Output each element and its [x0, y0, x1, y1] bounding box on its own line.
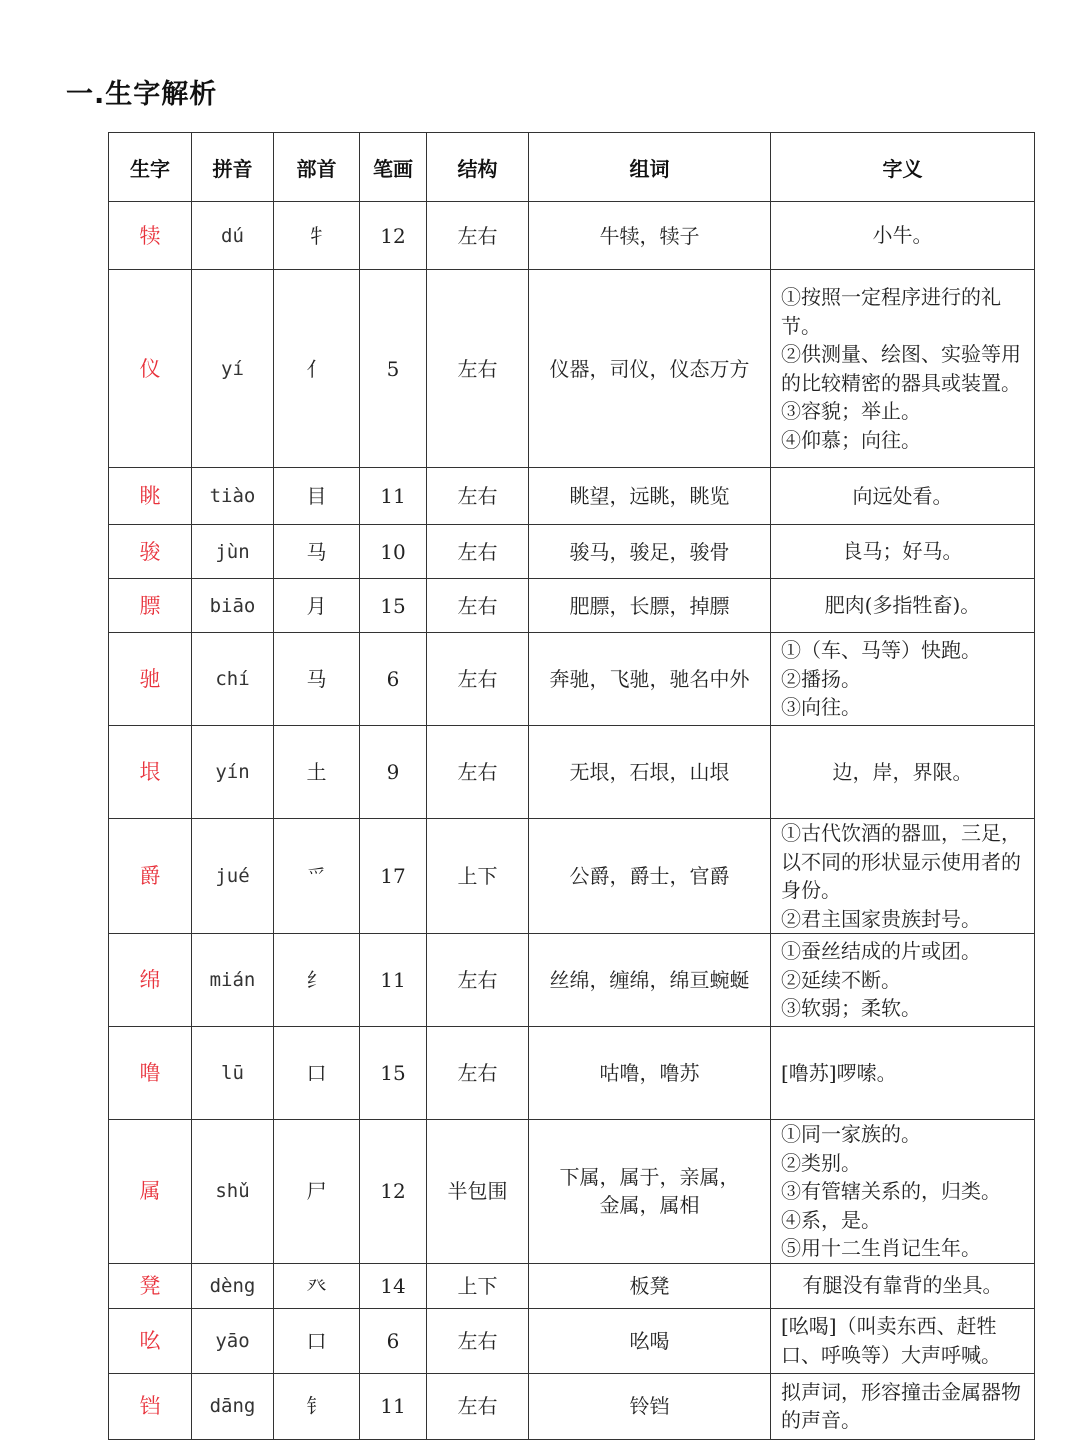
pinyin-cell: jùn — [192, 525, 274, 579]
meaning-line: 良马；好马。 — [842, 539, 963, 564]
strokes-cell: 12 — [360, 202, 427, 270]
char-cell: 驰 — [109, 633, 192, 726]
strokes-cell: 5 — [360, 270, 427, 468]
meaning-cell — [771, 1308, 1035, 1373]
pinyin-cell: yāo — [192, 1308, 274, 1373]
words-cell — [529, 1263, 771, 1308]
table-row — [109, 270, 1035, 468]
word-line: 金属，属相 — [599, 1193, 700, 1218]
table-row — [109, 726, 1035, 819]
table-row — [109, 1027, 1035, 1120]
table-row — [109, 579, 1035, 633]
word-line: 吆喝 — [629, 1328, 670, 1353]
radical-cell: 土 — [274, 726, 360, 819]
structure-cell: 上下 — [427, 819, 529, 934]
radical-cell: 月 — [274, 579, 360, 633]
meaning-line: ①（车、马等）快跑。 — [781, 638, 981, 663]
table-row — [109, 819, 1035, 934]
header-char: 生字 — [109, 133, 192, 202]
table-row — [109, 202, 1035, 270]
word-line: 无垠，石垠，山垠 — [569, 760, 730, 784]
table-row — [109, 525, 1035, 579]
strokes-cell: 11 — [360, 1373, 427, 1439]
words-cell — [529, 1120, 771, 1264]
strokes-cell: 15 — [360, 579, 427, 633]
meaning-line: ①同一家族的。 — [781, 1122, 921, 1146]
word-line: 板凳 — [629, 1273, 670, 1298]
word-line: 铃铛 — [629, 1394, 670, 1418]
structure-cell: 左右 — [427, 468, 529, 525]
strokes-cell: 12 — [360, 1120, 427, 1264]
radical-cell: 钅 — [274, 1373, 360, 1439]
meaning-cell — [771, 1027, 1035, 1120]
meaning-line: ③向往。 — [781, 695, 861, 720]
char-cell: 膘 — [109, 579, 192, 633]
meaning-line: ④系，是。 — [781, 1207, 881, 1232]
strokes-cell: 6 — [360, 1308, 427, 1373]
meaning-line: ③有管辖关系的，归类。 — [781, 1179, 1001, 1203]
meaning-line: ③容貌；举止。 — [781, 399, 921, 423]
radical-cell: 马 — [274, 633, 360, 726]
words-cell — [529, 726, 771, 819]
pinyin-cell: yín — [192, 726, 274, 819]
words-cell — [529, 468, 771, 525]
pinyin-cell: shǔ — [192, 1120, 274, 1264]
meaning-cell — [771, 202, 1035, 270]
meaning-line: 有腿没有靠背的坐具。 — [802, 1273, 1003, 1298]
word-line: 牛犊，犊子 — [599, 223, 700, 248]
structure-cell: 左右 — [427, 525, 529, 579]
structure-cell: 左右 — [427, 1027, 529, 1120]
char-cell: 属 — [109, 1120, 192, 1264]
meaning-line: [吆喝]（叫卖东西、赶牲口、呼唤等）大声呼喊。 — [781, 1314, 1001, 1367]
meaning-cell — [771, 1120, 1035, 1264]
char-cell: 垠 — [109, 726, 192, 819]
meaning-line: 拟声词，形容撞击金属器物的声音。 — [781, 1379, 1021, 1432]
structure-cell: 左右 — [427, 270, 529, 468]
meaning-cell — [771, 525, 1035, 579]
radical-cell: 纟 — [274, 934, 360, 1027]
words-cell — [529, 934, 771, 1027]
word-line: 咕噜，噜苏 — [599, 1061, 700, 1085]
words-cell — [529, 579, 771, 633]
meaning-line: ③软弱；柔软。 — [781, 996, 921, 1021]
char-cell: 仪 — [109, 270, 192, 468]
meaning-line: ②供测量、绘图、实验等用的比较精密的器具或装置。 — [781, 342, 1021, 395]
strokes-cell: 9 — [360, 726, 427, 819]
radical-cell: 目 — [274, 468, 360, 525]
pinyin-cell: dāng — [192, 1373, 274, 1439]
structure-cell: 上下 — [427, 1263, 529, 1308]
structure-cell: 左右 — [427, 726, 529, 819]
pinyin-cell: biāo — [192, 579, 274, 633]
char-cell: 噜 — [109, 1027, 192, 1120]
char-cell: 爵 — [109, 819, 192, 934]
meaning-line: [噜苏]啰嗦。 — [781, 1060, 897, 1085]
pinyin-cell: dú — [192, 202, 274, 270]
radical-cell: 尸 — [274, 1120, 360, 1264]
radical-cell: 口 — [274, 1308, 360, 1373]
strokes-cell: 14 — [360, 1263, 427, 1308]
meaning-line: ②君主国家贵族封号。 — [781, 906, 981, 931]
words-cell — [529, 1308, 771, 1373]
radical-cell: 爫 — [274, 819, 360, 934]
meaning-cell — [771, 934, 1035, 1027]
pinyin-cell: tiào — [192, 468, 274, 525]
meaning-line: 肥肉(多指牲畜)。 — [824, 593, 981, 618]
word-line: 骏马，骏足，骏骨 — [569, 539, 730, 564]
header-radical: 部首 — [274, 133, 360, 202]
strokes-cell: 10 — [360, 525, 427, 579]
structure-cell: 左右 — [427, 934, 529, 1027]
word-line: 公爵，爵士，官爵 — [569, 864, 730, 888]
table-row — [109, 1373, 1035, 1439]
meaning-cell — [771, 468, 1035, 525]
structure-cell: 左右 — [427, 202, 529, 270]
word-line: 奔驰，飞驰，驰名中外 — [549, 667, 750, 691]
structure-cell: 左右 — [427, 579, 529, 633]
table-header-row — [109, 133, 1035, 202]
header-strokes: 笔画 — [360, 133, 427, 202]
words-cell — [529, 525, 771, 579]
meaning-cell — [771, 1263, 1035, 1308]
strokes-cell: 15 — [360, 1027, 427, 1120]
radical-cell: 牜 — [274, 202, 360, 270]
structure-cell: 左右 — [427, 1308, 529, 1373]
table-row — [109, 1308, 1035, 1373]
structure-cell: 半包围 — [427, 1120, 529, 1264]
radical-cell: 口 — [274, 1027, 360, 1120]
meaning-line: 向远处看。 — [852, 483, 953, 508]
header-words: 组词 — [529, 133, 771, 202]
radical-cell: 马 — [274, 525, 360, 579]
table-row — [109, 1263, 1035, 1308]
char-cell: 吆 — [109, 1308, 192, 1373]
pinyin-cell: dèng — [192, 1263, 274, 1308]
meaning-line: ⑤用十二生肖记生年。 — [781, 1236, 981, 1260]
char-cell: 凳 — [109, 1263, 192, 1308]
char-cell: 绵 — [109, 934, 192, 1027]
meaning-line: ②类别。 — [781, 1150, 861, 1175]
structure-cell: 左右 — [427, 633, 529, 726]
meaning-line: ②延续不断。 — [781, 967, 901, 992]
strokes-cell: 11 — [360, 468, 427, 525]
meaning-line: ④仰慕；向往。 — [781, 427, 921, 452]
meaning-cell — [771, 819, 1035, 934]
char-cell: 铛 — [109, 1373, 192, 1439]
header-meaning: 字义 — [771, 133, 1035, 202]
char-cell: 骏 — [109, 525, 192, 579]
meaning-line: ①蚕丝结成的片或团。 — [781, 939, 981, 964]
words-cell — [529, 270, 771, 468]
table-row — [109, 934, 1035, 1027]
section-title: 一.生字解析 — [66, 79, 218, 110]
meaning-line: ②播扬。 — [781, 666, 861, 691]
table-row — [109, 1120, 1035, 1264]
pinyin-cell: mián — [192, 934, 274, 1027]
pinyin-cell: yí — [192, 270, 274, 468]
meaning-line: ①按照一定程序进行的礼节。 — [781, 285, 1001, 338]
word-line: 眺望，远眺，眺览 — [569, 484, 730, 508]
word-line: 仪器，司仪，仪态万方 — [549, 356, 750, 381]
char-cell: 眺 — [109, 468, 192, 525]
strokes-cell: 11 — [360, 934, 427, 1027]
meaning-cell — [771, 1373, 1035, 1439]
words-cell — [529, 1373, 771, 1439]
word-line: 丝绵，缠绵，绵亘蜿蜒 — [549, 968, 750, 992]
words-cell — [529, 202, 771, 270]
word-line: 肥膘，长膘，掉膘 — [569, 593, 730, 618]
pinyin-cell: chí — [192, 633, 274, 726]
pinyin-cell: jué — [192, 819, 274, 934]
words-cell — [529, 1027, 771, 1120]
words-cell — [529, 633, 771, 726]
table-row — [109, 468, 1035, 525]
meaning-line: 边，岸，界限。 — [832, 759, 973, 784]
character-table — [108, 132, 1035, 1440]
header-structure: 结构 — [427, 133, 529, 202]
meaning-cell — [771, 633, 1035, 726]
table-row — [109, 633, 1035, 726]
char-cell: 犊 — [109, 202, 192, 270]
strokes-cell: 6 — [360, 633, 427, 726]
meaning-line: ①古代饮酒的器皿，三足，以不同的形状显示使用者的身份。 — [781, 821, 1021, 902]
word-line: 下属，属于，亲属， — [559, 1165, 740, 1190]
radical-cell: 癶 — [274, 1263, 360, 1308]
words-cell — [529, 819, 771, 934]
pinyin-cell: lū — [192, 1027, 274, 1120]
structure-cell: 左右 — [427, 1373, 529, 1439]
meaning-cell — [771, 726, 1035, 819]
meaning-line: 小牛。 — [872, 223, 933, 248]
header-pinyin: 拼音 — [192, 133, 274, 202]
radical-cell: 亻 — [274, 270, 360, 468]
strokes-cell: 17 — [360, 819, 427, 934]
meaning-cell — [771, 270, 1035, 468]
meaning-cell — [771, 579, 1035, 633]
